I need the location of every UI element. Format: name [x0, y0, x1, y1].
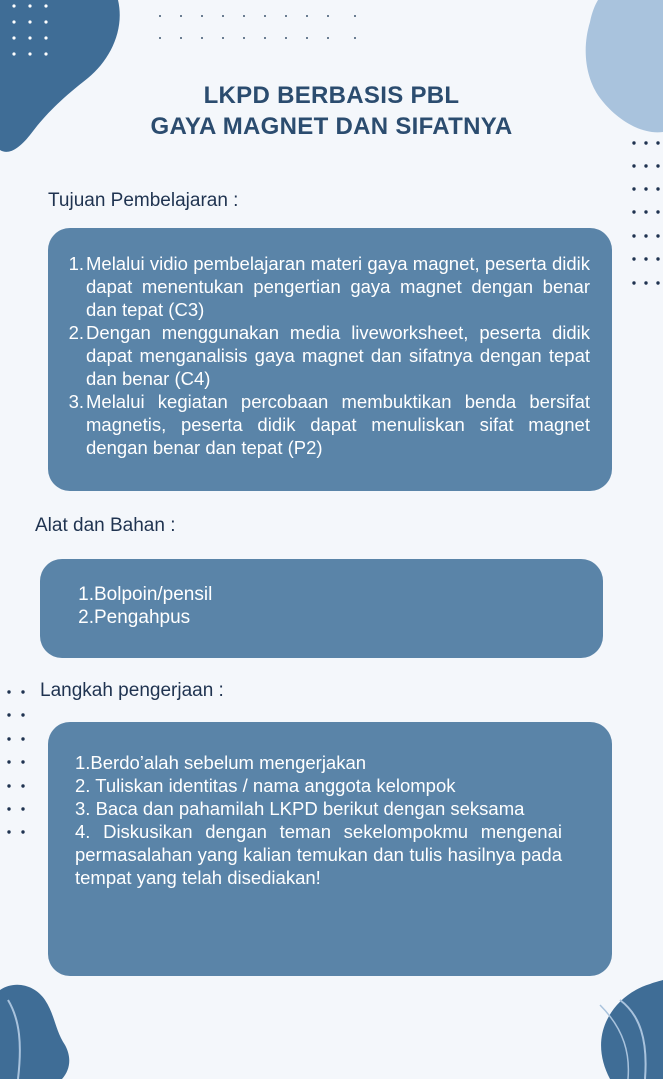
item-text: Bolpoin/pensil: [94, 584, 213, 605]
bottom-left-blob: [0, 985, 69, 1079]
dot-grid-top-center: [159, 15, 356, 39]
item-text: Pengahpus: [94, 607, 191, 628]
dot-grid-right: [632, 141, 659, 284]
alat-list: [77, 583, 603, 629]
dot-grid-left: [7, 690, 24, 833]
alat-card: [40, 559, 603, 658]
item-text: Melalui vidio pembelajaran materi gaya magnet, peserta didik dapat menentukan pengertian gaya magnet dengan benar dan tepat (C3): [86, 253, 590, 320]
page-title: [0, 80, 663, 142]
list-item: [66, 252, 590, 321]
item-text: Dengan menggunakan media liveworksheet, peserta didik dapat menganalisis gaya magnet dan sifatnya dengan tepat dan benar (C4): [86, 322, 590, 389]
list-item: [66, 321, 590, 390]
tujuan-card: [48, 228, 612, 491]
list-item: [77, 606, 603, 629]
tujuan-list: [66, 252, 590, 459]
tujuan-heading: Tujuan Pembelajaran :: [48, 190, 239, 211]
item-number: 2.: [78, 607, 94, 628]
item-text: Melalui kegiatan percobaan membuktikan benda bersifat magnetis, peserta didik dapat menuliskan sifat magnet dengan benar dan tepat (P2): [86, 391, 590, 458]
step-3: 3. Baca dan pahamilah LKPD berikut dengan seksama: [75, 798, 525, 819]
alat-heading: Alat dan Bahan :: [35, 515, 176, 536]
step-2: 2. Tuliskan identitas / nama anggota kelompok: [75, 775, 456, 796]
item-number: 3.: [68, 391, 84, 412]
item-number: 1.: [68, 253, 84, 274]
bottom-right-blob: [601, 980, 663, 1079]
langkah-card: [48, 722, 612, 976]
title-line-1: LKPD BERBASIS PBL: [203, 82, 460, 109]
list-item: [77, 583, 603, 606]
step-1: 1.Berdo’alah sebelum mengerjakan: [75, 752, 367, 773]
item-number: 2.: [68, 322, 84, 343]
langkah-heading: Langkah pengerjaan :: [40, 680, 224, 701]
list-item: [66, 390, 590, 459]
step-4: 4. Diskusikan dengan teman sekelompokmu mengenai permasalahan yang kalian temukan dan tulis hasilnya pada tempat yang telah disediakan!: [75, 821, 562, 888]
title-line-2: GAYA MAGNET DAN SIFATNYA: [150, 113, 513, 140]
item-number: 1.: [78, 584, 94, 605]
